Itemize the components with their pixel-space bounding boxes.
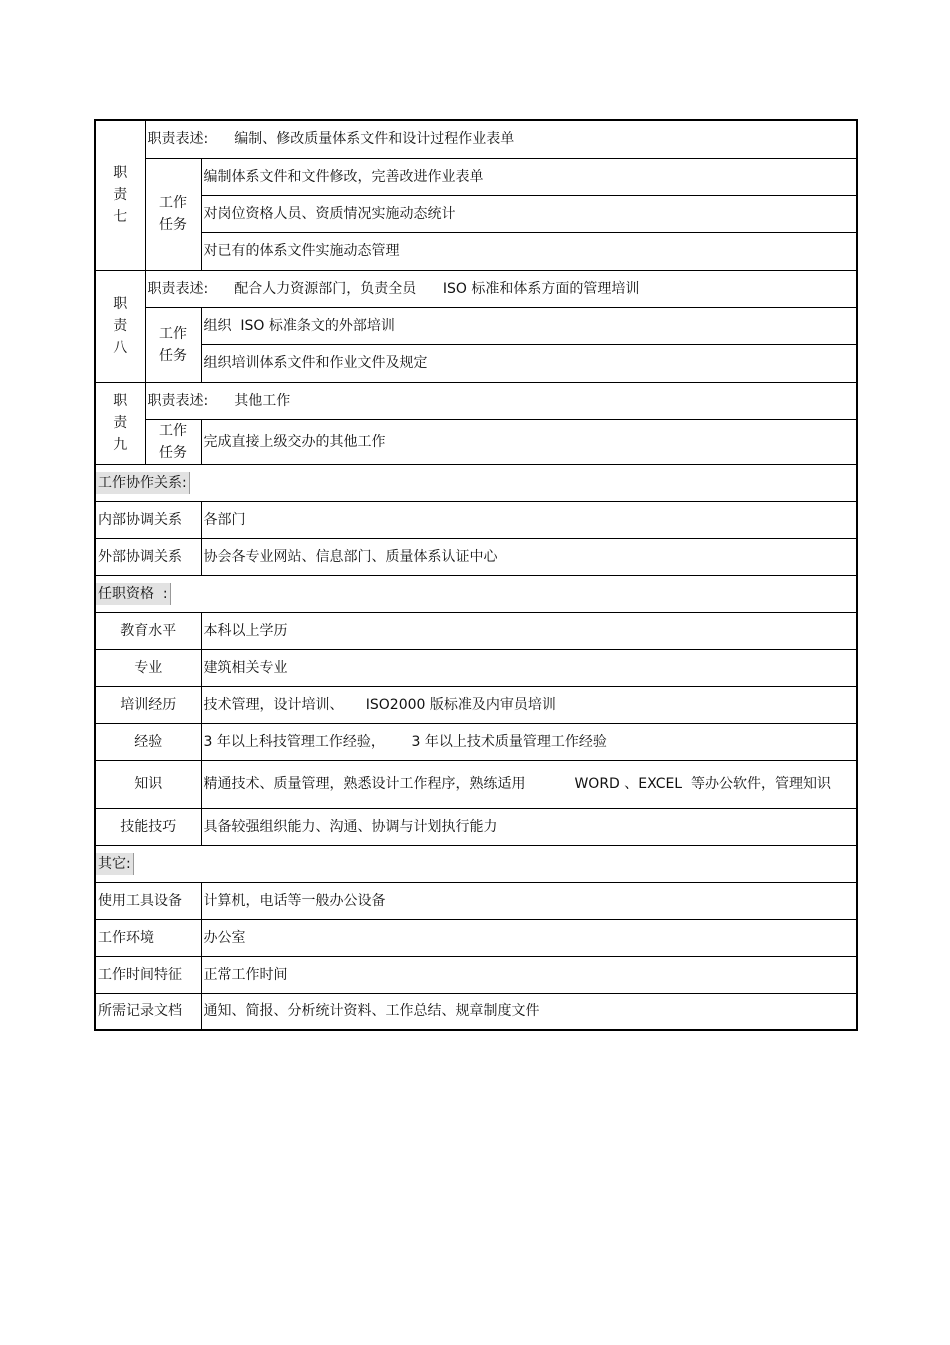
duty-7-desc-row xyxy=(95,120,857,158)
external-coordination-label: 外部协调关系 xyxy=(95,538,201,575)
duty-7-task-row xyxy=(95,158,857,195)
table-row xyxy=(95,760,857,808)
job-description-page xyxy=(94,119,856,1031)
work-time-label: 工作时间特征 xyxy=(95,956,201,993)
duty-7-task-3: 对已有的体系文件实施动态管理 xyxy=(201,232,857,270)
education-value: 本科以上学历 xyxy=(201,612,857,649)
table-row xyxy=(95,808,857,845)
table-row xyxy=(95,993,857,1030)
education-label: 教育水平 xyxy=(95,612,201,649)
duty-9-task-label: 工作 任务 xyxy=(145,419,201,464)
duty-8-desc-label: 职责表述: xyxy=(147,280,209,297)
cooperation-section-title: 工作协作关系: xyxy=(96,472,190,494)
qualification-section-row xyxy=(95,575,857,612)
table-row xyxy=(95,882,857,919)
records-label: 所需记录文档 xyxy=(95,993,201,1030)
duty-9-label: 职 责 九 xyxy=(95,382,145,464)
duty-8-task-1: 组织 ISO 标准条文的外部培训 xyxy=(201,307,857,344)
duty-9-desc-text: 其他工作 xyxy=(234,392,291,409)
duty-8-task-2: 组织培训体系文件和作业文件及规定 xyxy=(201,344,857,382)
table-row xyxy=(95,538,857,575)
duty-9-desc-row xyxy=(95,382,857,419)
qualification-section-title: 任职资格 : xyxy=(96,583,171,605)
internal-coordination-label: 内部协调关系 xyxy=(95,501,201,538)
knowledge-value: 精通技术、质量管理，熟悉设计工作程序，熟练适用 WORD 、EXCEL 等办公软件，管理知识 xyxy=(201,760,857,808)
duty-7-task-row xyxy=(95,232,857,270)
duty-7-label: 职 责 七 xyxy=(95,120,145,270)
external-coordination-value: 协会各专业网站、信息部门、质量体系认证中心 xyxy=(201,538,857,575)
table-row xyxy=(95,686,857,723)
duty-9-desc-label: 职责表述: xyxy=(147,392,209,409)
environment-value: 办公室 xyxy=(201,919,857,956)
table-row xyxy=(95,956,857,993)
internal-coordination-value: 各部门 xyxy=(201,501,857,538)
job-description-table xyxy=(94,119,858,1031)
environment-label: 工作环境 xyxy=(95,919,201,956)
duty-9-desc xyxy=(145,382,857,419)
other-section-header xyxy=(95,845,857,882)
skills-value: 具备较强组织能力、沟通、协调与计划执行能力 xyxy=(201,808,857,845)
major-label: 专业 xyxy=(95,649,201,686)
duty-7-desc xyxy=(145,120,857,158)
qualification-section-header xyxy=(95,575,857,612)
cooperation-section-header xyxy=(95,464,857,501)
major-value: 建筑相关专业 xyxy=(201,649,857,686)
skills-label: 技能技巧 xyxy=(95,808,201,845)
duty-7-task-1: 编制体系文件和文件修改，完善改进作业表单 xyxy=(201,158,857,195)
duty-7-task-row xyxy=(95,195,857,232)
experience-label: 经验 xyxy=(95,723,201,760)
duty-7-desc-text: 编制、修改质量体系文件和设计过程作业表单 xyxy=(234,131,515,148)
table-row xyxy=(95,612,857,649)
other-section-title: 其它: xyxy=(96,853,134,875)
duty-7-task-label: 工作 任务 xyxy=(145,158,201,270)
table-row xyxy=(95,649,857,686)
table-row xyxy=(95,501,857,538)
duty-7-task-2: 对岗位资格人员、资质情况实施动态统计 xyxy=(201,195,857,232)
duty-7-desc-label: 职责表述: xyxy=(147,131,209,148)
experience-value: 3 年以上科技管理工作经验， 3 年以上技术质量管理工作经验 xyxy=(201,723,857,760)
duty-8-desc xyxy=(145,270,857,307)
duty-8-task-label: 工作 任务 xyxy=(145,307,201,382)
work-time-value: 正常工作时间 xyxy=(201,956,857,993)
knowledge-label: 知识 xyxy=(95,760,201,808)
cooperation-section-row xyxy=(95,464,857,501)
duty-9-task-1: 完成直接上级交办的其他工作 xyxy=(201,419,857,464)
duty-8-desc-row xyxy=(95,270,857,307)
table-row xyxy=(95,723,857,760)
table-row xyxy=(95,919,857,956)
records-value: 通知、简报、分析统计资料、工作总结、规章制度文件 xyxy=(201,993,857,1030)
tools-value: 计算机，电话等一般办公设备 xyxy=(201,882,857,919)
duty-8-label: 职 责 八 xyxy=(95,270,145,382)
duty-8-desc-text: 配合人力资源部门，负责全员 ISO 标准和体系方面的管理培训 xyxy=(234,280,640,297)
duty-8-task-row xyxy=(95,307,857,344)
duty-9-task-row xyxy=(95,419,857,464)
training-label: 培训经历 xyxy=(95,686,201,723)
other-section-row xyxy=(95,845,857,882)
duty-8-task-row xyxy=(95,344,857,382)
tools-label: 使用工具设备 xyxy=(95,882,201,919)
training-value: 技术管理，设计培训、 ISO2000 版标准及内审员培训 xyxy=(201,686,857,723)
